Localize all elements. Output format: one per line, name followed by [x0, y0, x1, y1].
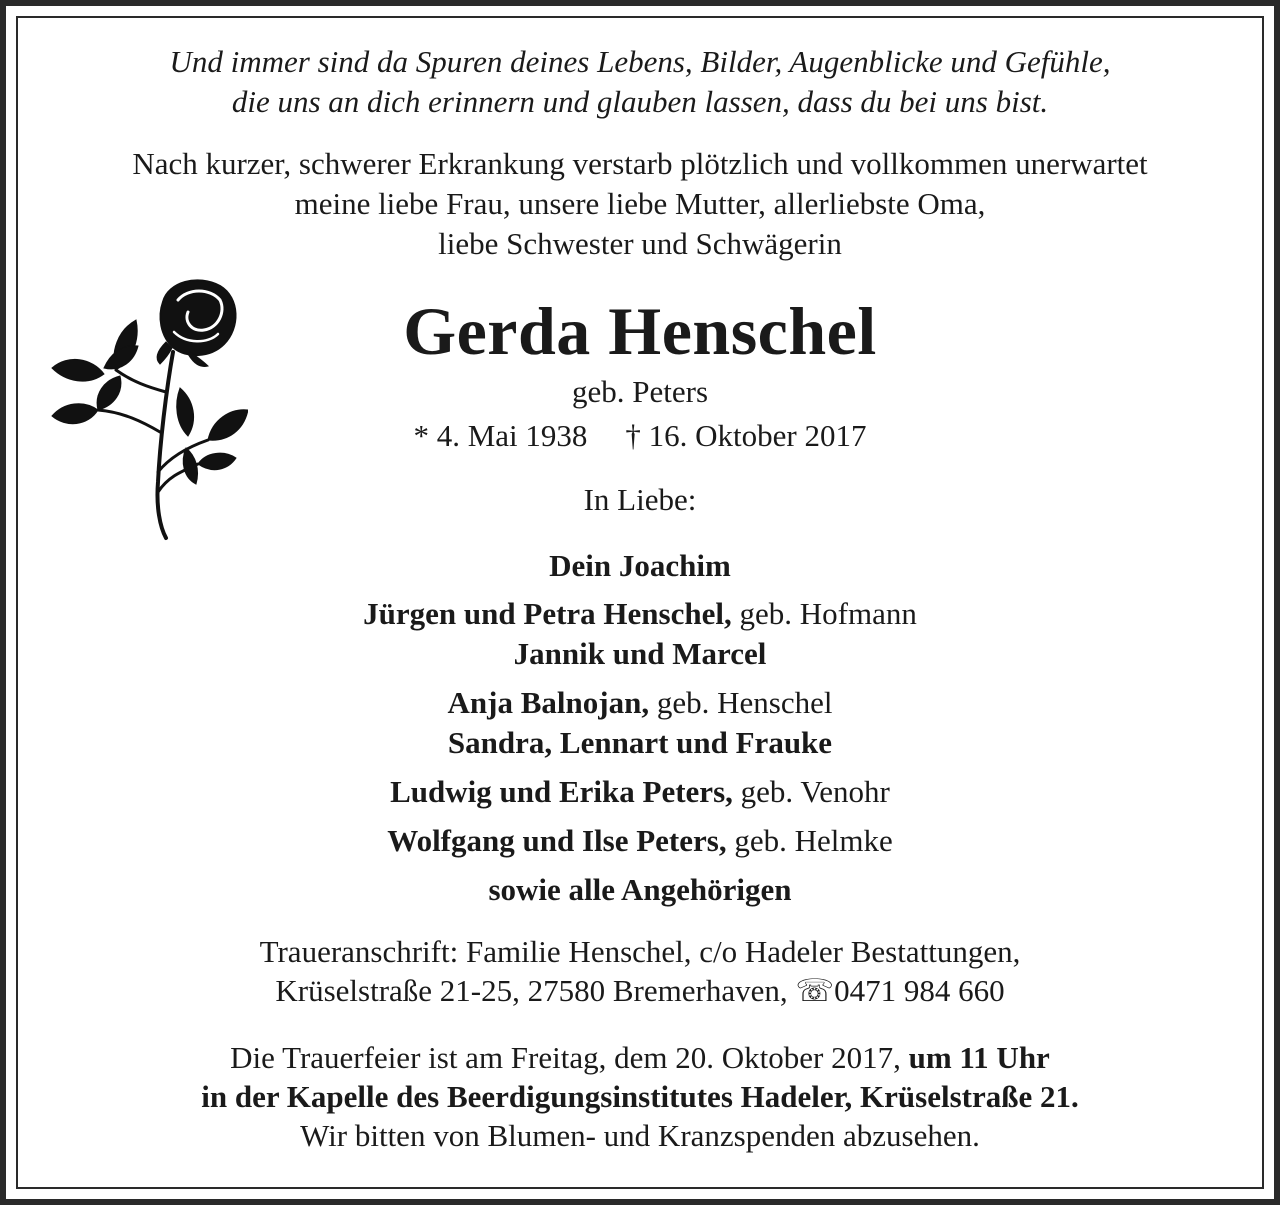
- mourner-line: Sandra, Lennart und Frauke: [447, 725, 833, 760]
- intro-line-1: Nach kurzer, schwerer Erkrankung verstarb plötzlich und vollkommen unerwartet: [132, 146, 1148, 181]
- birth-date: * 4. Mai 1938: [413, 418, 588, 453]
- ceremony-line-2: in der Kapelle des Beerdigungsinstitutes Hadeler, Krüselstraße 21.: [201, 1079, 1079, 1114]
- phone-number: 0471 984 660: [834, 973, 1005, 1008]
- ceremony-line-1: Die Trauerfeier ist am Freitag, dem 20. Oktober 2017, um 11 Uhr: [230, 1040, 1050, 1075]
- life-dates: [0, 418, 1280, 454]
- mourner-line: Dein Joachim: [549, 548, 731, 583]
- address-line-2: Krüselstraße 21-25, 27580 Bremerhaven, ☏0471 984 660: [275, 973, 1005, 1008]
- death-date: † 16. Oktober 2017: [625, 418, 867, 453]
- mourner-line: sowie alle Angehörigen: [488, 872, 792, 907]
- motto-line-2: die uns an dich erinnern und glauben lassen, dass du bei uns bist.: [231, 84, 1049, 119]
- mourner-line: Jannik und Marcel: [513, 636, 767, 671]
- in-love-label: In Liebe:: [583, 482, 697, 517]
- intro-line-3: liebe Schwester und Schwägerin: [438, 226, 842, 261]
- intro-line-2: meine liebe Frau, unsere liebe Mutter, allerliebste Oma,: [294, 186, 986, 221]
- ceremony-line-3: Wir bitten von Blumen- und Kranzspenden abzusehen.: [300, 1118, 980, 1153]
- mourner-line: Anja Balnojan, geb. Henschel: [447, 685, 833, 720]
- birth-name: geb. Peters: [571, 374, 709, 409]
- address-line-1: Traueranschrift: Familie Henschel, c/o Hadeler Bestattungen,: [259, 934, 1021, 969]
- mourner-line: Jürgen und Petra Henschel, geb. Hofmann: [363, 596, 917, 631]
- mourner-line: Wolfgang und Ilse Peters, geb. Helmke: [387, 823, 893, 858]
- motto-line-1: Und immer sind da Spuren deines Lebens, Bilder, Augenblicke und Gefühle,: [169, 44, 1111, 79]
- mourner-line: Ludwig und Erika Peters, geb. Venohr: [390, 774, 890, 809]
- phone-icon: ☏: [795, 973, 835, 1008]
- deceased-name: Gerda Henschel: [403, 293, 877, 369]
